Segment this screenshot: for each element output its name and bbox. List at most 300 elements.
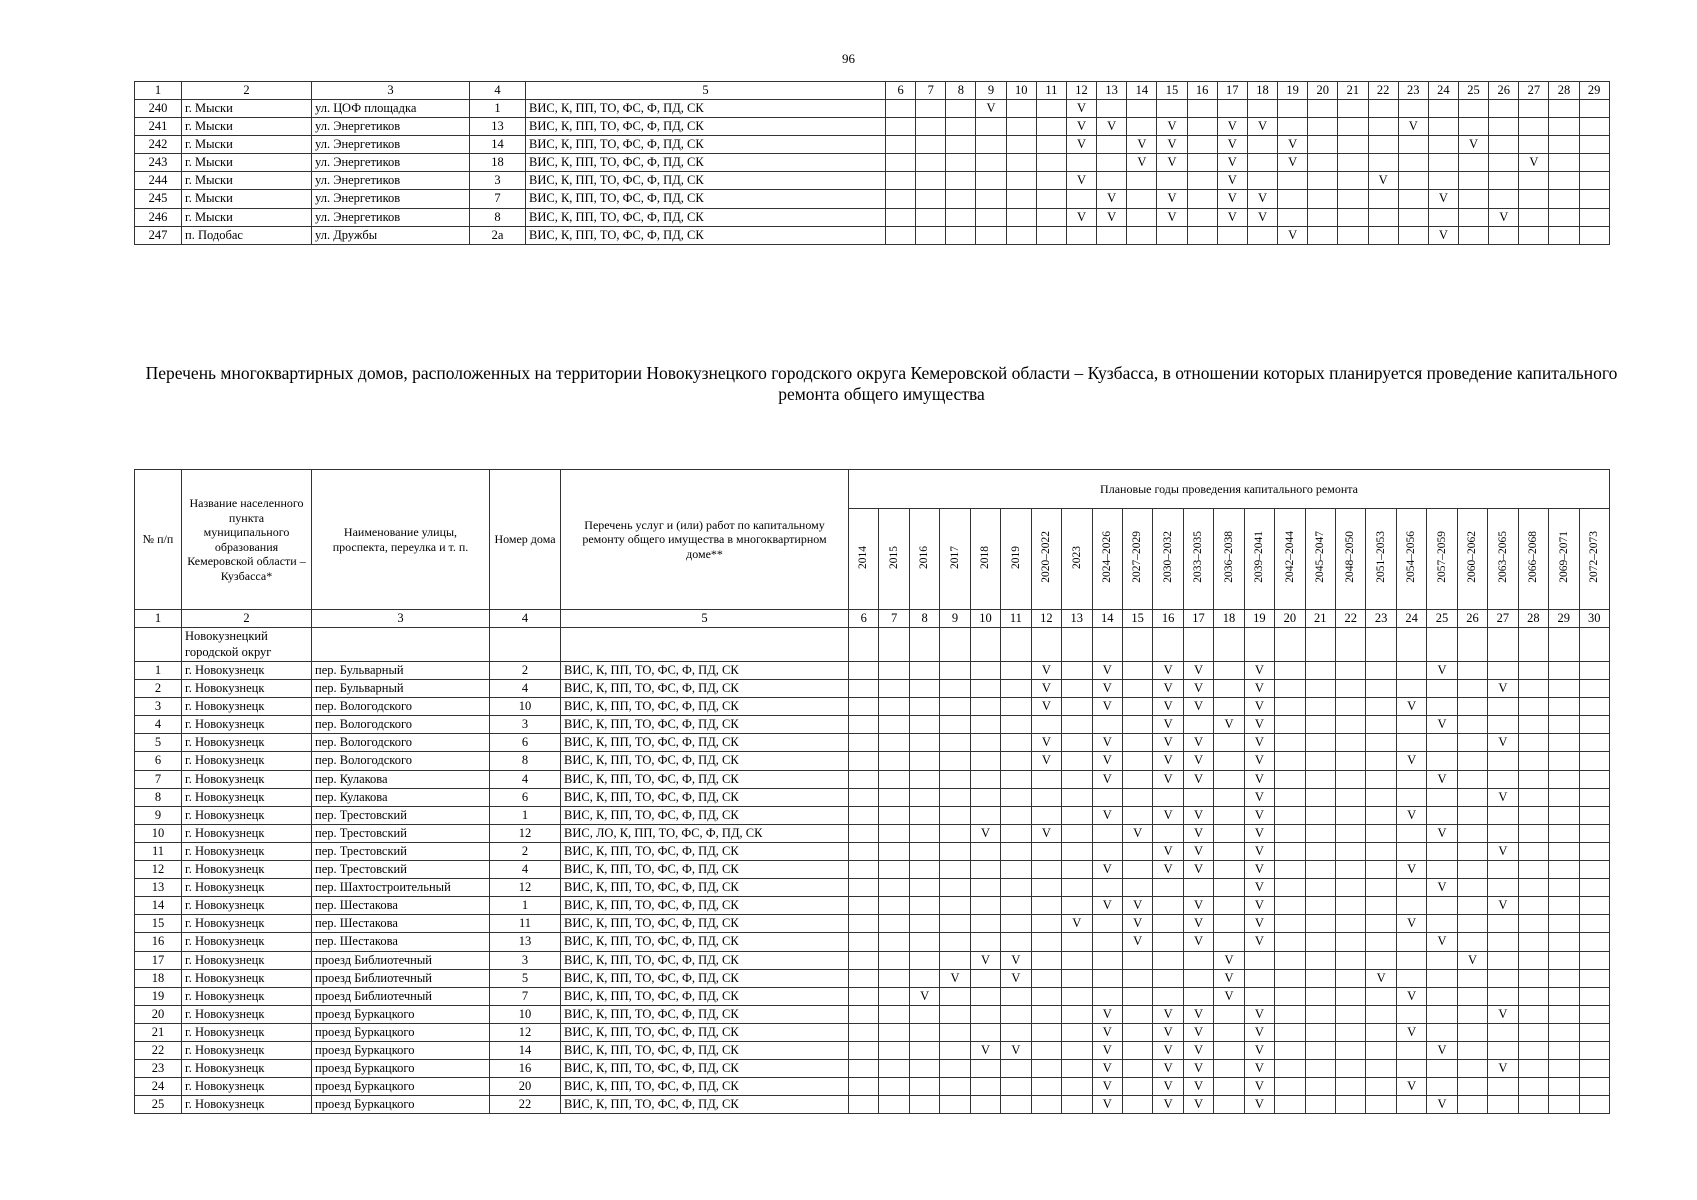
year-mark-cell xyxy=(1488,951,1518,969)
works-cell: ВИС, К, ПП, ТО, ФС, Ф, ПД, СК xyxy=(561,1023,849,1041)
year-header xyxy=(849,509,879,610)
year-mark-cell xyxy=(1001,879,1031,897)
year-mark-cell xyxy=(1275,879,1305,897)
year-mark-cell xyxy=(1338,100,1368,118)
year-header xyxy=(1122,509,1152,610)
year-mark-cell xyxy=(970,861,1000,879)
year-mark-cell xyxy=(879,897,909,915)
year-mark-cell xyxy=(849,770,879,788)
street-cell: пер. Трестовский xyxy=(312,824,490,842)
year-label: 2048–2050 xyxy=(1344,531,1357,584)
year-mark-cell xyxy=(976,118,1006,136)
table-row xyxy=(135,879,1610,897)
year-mark-cell xyxy=(1489,190,1519,208)
year-mark-cell xyxy=(1305,969,1335,987)
year-mark-cell xyxy=(1066,190,1096,208)
year-mark-cell xyxy=(1278,118,1308,136)
year-mark-cell: V xyxy=(1066,136,1096,154)
year-mark-cell xyxy=(879,734,909,752)
year-mark-cell xyxy=(1579,879,1610,897)
year-mark-cell xyxy=(1549,987,1579,1005)
year-label: 2036–2038 xyxy=(1222,531,1235,584)
year-mark-cell: V xyxy=(1244,915,1274,933)
year-mark-cell xyxy=(1214,879,1244,897)
year-mark-cell xyxy=(1457,842,1487,860)
column-index: 1 xyxy=(135,82,182,100)
year-mark-cell xyxy=(1305,861,1335,879)
row-number: 10 xyxy=(135,824,182,842)
year-mark-cell: V xyxy=(1244,824,1274,842)
year-mark-cell xyxy=(1214,824,1244,842)
year-mark-cell xyxy=(1398,208,1428,226)
year-mark-cell: V xyxy=(1427,662,1457,680)
year-mark-cell xyxy=(1457,915,1487,933)
year-mark-cell xyxy=(1396,662,1426,680)
year-mark-cell xyxy=(1428,100,1458,118)
year-mark-cell xyxy=(1305,1005,1335,1023)
year-mark-cell: V xyxy=(1427,716,1457,734)
year-mark-cell xyxy=(1458,118,1488,136)
year-mark-cell xyxy=(849,752,879,770)
year-mark-cell xyxy=(1368,100,1398,118)
year-mark-cell xyxy=(1427,752,1457,770)
year-mark-cell xyxy=(849,969,879,987)
year-mark-cell xyxy=(1519,118,1549,136)
year-mark-cell xyxy=(970,716,1000,734)
year-mark-cell xyxy=(1244,987,1274,1005)
column-index: 4 xyxy=(490,610,561,628)
year-mark-cell xyxy=(1336,752,1366,770)
year-mark-cell xyxy=(1338,118,1368,136)
year-mark-cell xyxy=(879,698,909,716)
empty-cell xyxy=(1336,628,1366,662)
year-mark-cell xyxy=(849,716,879,734)
year-mark-cell xyxy=(909,861,939,879)
column-index: 26 xyxy=(1489,82,1519,100)
year-mark-cell xyxy=(1398,136,1428,154)
row-number: 5 xyxy=(135,734,182,752)
year-mark-cell: V xyxy=(940,969,970,987)
year-mark-cell xyxy=(1183,951,1213,969)
table-row xyxy=(135,1060,1610,1078)
year-mark-cell xyxy=(946,100,976,118)
year-mark-cell xyxy=(1488,716,1518,734)
year-mark-cell xyxy=(1122,1078,1152,1096)
year-mark-cell xyxy=(1366,752,1396,770)
year-mark-cell xyxy=(909,842,939,860)
year-mark-cell xyxy=(1366,716,1396,734)
year-mark-cell xyxy=(1457,788,1487,806)
year-mark-cell xyxy=(1308,172,1338,190)
works-cell: ВИС, К, ПП, ТО, ФС, Ф, ПД, СК xyxy=(526,154,886,172)
year-mark-cell: V xyxy=(1458,136,1488,154)
year-mark-cell xyxy=(1097,136,1127,154)
year-header xyxy=(1062,509,1092,610)
year-mark-cell xyxy=(879,770,909,788)
year-mark-cell xyxy=(1518,824,1548,842)
year-mark-cell xyxy=(1187,154,1217,172)
year-mark-cell xyxy=(1336,842,1366,860)
year-mark-cell xyxy=(886,154,916,172)
year-header xyxy=(1366,509,1396,610)
house-cell: 4 xyxy=(490,770,561,788)
year-mark-cell xyxy=(1488,1041,1518,1059)
year-mark-cell xyxy=(849,698,879,716)
locality-cell: г. Новокузнецк xyxy=(182,1060,312,1078)
year-mark-cell xyxy=(1458,208,1488,226)
year-mark-cell xyxy=(1338,172,1368,190)
year-mark-cell xyxy=(1518,933,1548,951)
year-mark-cell xyxy=(1122,752,1152,770)
year-mark-cell: V xyxy=(1153,1023,1183,1041)
street-cell: пер. Бульварный xyxy=(312,680,490,698)
year-mark-cell xyxy=(849,915,879,933)
year-mark-cell: V xyxy=(1247,208,1277,226)
works-cell: ВИС, К, ПП, ТО, ФС, Ф, ПД, СК xyxy=(561,842,849,860)
year-mark-cell xyxy=(1001,698,1031,716)
year-mark-cell: V xyxy=(1157,118,1187,136)
house-cell: 5 xyxy=(490,969,561,987)
year-mark-cell: V xyxy=(1217,136,1247,154)
empty-cell xyxy=(1457,628,1487,662)
year-mark-cell: V xyxy=(1244,662,1274,680)
year-mark-cell xyxy=(1001,897,1031,915)
year-mark-cell xyxy=(1275,951,1305,969)
empty-cell xyxy=(1001,628,1031,662)
year-mark-cell xyxy=(1398,226,1428,244)
year-mark-cell xyxy=(1338,190,1368,208)
table-row xyxy=(135,1023,1610,1041)
year-mark-cell xyxy=(1275,933,1305,951)
year-mark-cell xyxy=(1579,698,1610,716)
year-mark-cell xyxy=(1396,1060,1426,1078)
year-mark-cell: V xyxy=(1244,861,1274,879)
locality-cell: г. Новокузнецк xyxy=(182,824,312,842)
year-mark-cell: V xyxy=(1183,1078,1213,1096)
column-index: 17 xyxy=(1217,82,1247,100)
year-mark-cell xyxy=(1457,716,1487,734)
year-mark-cell xyxy=(1308,118,1338,136)
year-mark-cell xyxy=(1031,861,1061,879)
year-header xyxy=(1396,509,1426,610)
year-mark-cell xyxy=(909,1078,939,1096)
year-mark-cell: V xyxy=(1278,226,1308,244)
year-mark-cell xyxy=(1366,1023,1396,1041)
year-mark-cell xyxy=(1579,154,1609,172)
year-mark-cell xyxy=(1001,1023,1031,1041)
year-mark-cell xyxy=(1308,154,1338,172)
year-mark-cell xyxy=(1519,136,1549,154)
table-row xyxy=(135,933,1610,951)
year-mark-cell xyxy=(940,987,970,1005)
year-mark-cell xyxy=(849,680,879,698)
column-index: 11 xyxy=(1036,82,1066,100)
year-header xyxy=(1488,509,1518,610)
year-mark-cell xyxy=(879,824,909,842)
year-mark-cell xyxy=(1489,154,1519,172)
year-mark-cell xyxy=(1036,172,1066,190)
year-mark-cell xyxy=(1549,824,1579,842)
year-mark-cell xyxy=(1001,806,1031,824)
year-mark-cell xyxy=(1549,933,1579,951)
column-index: 17 xyxy=(1183,610,1213,628)
locality-cell: г. Новокузнецк xyxy=(182,1005,312,1023)
year-mark-cell xyxy=(1122,806,1152,824)
year-mark-cell: V xyxy=(1244,1096,1274,1114)
year-mark-cell xyxy=(1001,788,1031,806)
header-num: № п/п xyxy=(135,470,182,610)
empty-cell xyxy=(879,628,909,662)
year-header xyxy=(1457,509,1487,610)
year-mark-cell: V xyxy=(1183,933,1213,951)
row-number: 247 xyxy=(135,226,182,244)
empty-cell xyxy=(1092,628,1122,662)
year-mark-cell xyxy=(1549,1078,1579,1096)
works-cell: ВИС, К, ПП, ТО, ФС, Ф, ПД, СК xyxy=(561,933,849,951)
year-mark-cell xyxy=(1247,100,1277,118)
row-number: 15 xyxy=(135,915,182,933)
year-mark-cell xyxy=(1308,136,1338,154)
year-mark-cell xyxy=(1187,208,1217,226)
year-mark-cell xyxy=(1366,842,1396,860)
year-mark-cell: V xyxy=(1183,824,1213,842)
year-mark-cell xyxy=(1031,1078,1061,1096)
year-mark-cell xyxy=(1579,770,1610,788)
year-mark-cell xyxy=(1489,226,1519,244)
year-mark-cell xyxy=(970,879,1000,897)
year-mark-cell xyxy=(879,1005,909,1023)
year-mark-cell xyxy=(1427,969,1457,987)
year-mark-cell xyxy=(1275,1096,1305,1114)
column-index: 20 xyxy=(1275,610,1305,628)
row-number: 3 xyxy=(135,698,182,716)
table-row xyxy=(135,118,1610,136)
year-mark-cell xyxy=(1396,842,1426,860)
locality-cell: г. Новокузнецк xyxy=(182,770,312,788)
year-mark-cell xyxy=(976,190,1006,208)
year-label: 2069–2071 xyxy=(1557,531,1570,584)
year-mark-cell xyxy=(909,770,939,788)
year-mark-cell xyxy=(1579,1005,1610,1023)
works-cell: ВИС, К, ПП, ТО, ФС, Ф, ПД, СК xyxy=(561,969,849,987)
year-mark-cell xyxy=(1006,100,1036,118)
year-mark-cell: V xyxy=(1368,172,1398,190)
year-mark-cell: V xyxy=(1398,118,1428,136)
main-table-header xyxy=(135,470,1610,610)
year-mark-cell xyxy=(886,100,916,118)
year-mark-cell xyxy=(940,824,970,842)
house-cell: 2 xyxy=(490,842,561,860)
year-mark-cell xyxy=(1214,788,1244,806)
year-mark-cell xyxy=(1457,1005,1487,1023)
year-mark-cell: V xyxy=(1092,752,1122,770)
year-mark-cell xyxy=(849,861,879,879)
column-index: 18 xyxy=(1247,82,1277,100)
empty-cell xyxy=(1549,628,1579,662)
works-cell: ВИС, К, ПП, ТО, ФС, Ф, ПД, СК xyxy=(561,987,849,1005)
house-cell: 1 xyxy=(490,897,561,915)
year-mark-cell xyxy=(1062,1096,1092,1114)
house-cell: 13 xyxy=(490,933,561,951)
year-mark-cell xyxy=(940,806,970,824)
year-mark-cell xyxy=(1549,969,1579,987)
works-cell: ВИС, К, ПП, ТО, ФС, Ф, ПД, СК xyxy=(561,1096,849,1114)
year-mark-cell xyxy=(1214,842,1244,860)
table-row xyxy=(135,734,1610,752)
locality-cell: г. Новокузнецк xyxy=(182,1041,312,1059)
year-mark-cell xyxy=(1396,716,1426,734)
year-mark-cell xyxy=(1457,824,1487,842)
year-mark-cell xyxy=(879,1041,909,1059)
year-mark-cell: V xyxy=(1247,190,1277,208)
column-index: 26 xyxy=(1457,610,1487,628)
year-mark-cell xyxy=(1031,933,1061,951)
year-mark-cell xyxy=(879,951,909,969)
year-mark-cell xyxy=(1097,226,1127,244)
street-cell: пер. Вологодского xyxy=(312,734,490,752)
year-mark-cell xyxy=(849,933,879,951)
year-mark-cell xyxy=(1275,969,1305,987)
year-mark-cell xyxy=(1275,806,1305,824)
year-mark-cell: V xyxy=(1217,190,1247,208)
year-mark-cell xyxy=(1368,226,1398,244)
year-mark-cell xyxy=(1579,734,1610,752)
year-mark-cell xyxy=(1122,734,1152,752)
year-header xyxy=(1275,509,1305,610)
column-index: 18 xyxy=(1214,610,1244,628)
year-mark-cell xyxy=(1275,987,1305,1005)
year-mark-cell xyxy=(1396,897,1426,915)
year-mark-cell xyxy=(1427,897,1457,915)
year-mark-cell xyxy=(1062,987,1092,1005)
year-mark-cell xyxy=(849,897,879,915)
year-mark-cell: V xyxy=(970,1041,1000,1059)
year-mark-cell xyxy=(970,897,1000,915)
year-mark-cell xyxy=(1122,987,1152,1005)
year-mark-cell: V xyxy=(1244,734,1274,752)
year-mark-cell xyxy=(1549,788,1579,806)
year-mark-cell xyxy=(1214,662,1244,680)
year-mark-cell xyxy=(1549,879,1579,897)
year-mark-cell xyxy=(1458,172,1488,190)
year-mark-cell xyxy=(1549,136,1579,154)
year-mark-cell xyxy=(1336,987,1366,1005)
year-mark-cell xyxy=(1062,824,1092,842)
year-mark-cell xyxy=(940,933,970,951)
column-index: 14 xyxy=(1092,610,1122,628)
column-index: 20 xyxy=(1308,82,1338,100)
year-mark-cell xyxy=(1396,879,1426,897)
works-cell: ВИС, К, ПП, ТО, ФС, Ф, ПД, СК xyxy=(561,951,849,969)
year-mark-cell xyxy=(1305,842,1335,860)
year-mark-cell xyxy=(1308,190,1338,208)
year-mark-cell: V xyxy=(970,824,1000,842)
column-index: 13 xyxy=(1097,82,1127,100)
table-row xyxy=(135,1096,1610,1114)
year-mark-cell xyxy=(909,1023,939,1041)
year-mark-cell xyxy=(1366,1078,1396,1096)
year-mark-cell xyxy=(1062,951,1092,969)
column-index: 9 xyxy=(976,82,1006,100)
street-cell: пер. Кулакова xyxy=(312,788,490,806)
year-mark-cell xyxy=(909,698,939,716)
year-mark-cell: V xyxy=(1183,734,1213,752)
street-cell: проезд Буркацкого xyxy=(312,1023,490,1041)
year-mark-cell xyxy=(1549,118,1579,136)
year-mark-cell xyxy=(1579,842,1610,860)
year-mark-cell xyxy=(1488,770,1518,788)
year-mark-cell xyxy=(1368,154,1398,172)
year-mark-cell xyxy=(1092,716,1122,734)
year-mark-cell: V xyxy=(1396,861,1426,879)
column-index: 2 xyxy=(182,82,312,100)
year-mark-cell xyxy=(970,969,1000,987)
year-mark-cell xyxy=(1092,824,1122,842)
year-mark-cell xyxy=(1457,897,1487,915)
year-mark-cell xyxy=(1579,933,1610,951)
year-mark-cell xyxy=(1336,915,1366,933)
year-label: 2017 xyxy=(948,545,961,569)
year-mark-cell xyxy=(1275,662,1305,680)
district-row xyxy=(135,628,1610,662)
year-mark-cell xyxy=(1579,1060,1610,1078)
row-number: 11 xyxy=(135,842,182,860)
year-mark-cell xyxy=(1579,100,1609,118)
year-mark-cell xyxy=(886,118,916,136)
year-mark-cell xyxy=(1031,806,1061,824)
column-index: 12 xyxy=(1031,610,1061,628)
year-mark-cell xyxy=(1579,1078,1610,1096)
year-mark-cell xyxy=(1031,915,1061,933)
locality-cell: г. Новокузнецк xyxy=(182,969,312,987)
year-mark-cell xyxy=(1368,136,1398,154)
row-number: 24 xyxy=(135,1078,182,1096)
year-mark-cell xyxy=(1396,770,1426,788)
year-mark-cell xyxy=(1275,734,1305,752)
locality-cell: г. Мыски xyxy=(182,190,312,208)
locality-cell: п. Подобас xyxy=(182,226,312,244)
year-mark-cell xyxy=(879,842,909,860)
year-mark-cell xyxy=(1518,1005,1548,1023)
locality-cell: г. Новокузнецк xyxy=(182,806,312,824)
year-mark-cell: V xyxy=(1244,680,1274,698)
year-mark-cell xyxy=(1336,680,1366,698)
header-street: Наименование улицы, проспекта, переулка и т. п. xyxy=(312,470,490,610)
year-mark-cell xyxy=(1031,969,1061,987)
year-mark-cell xyxy=(1305,752,1335,770)
column-index: 28 xyxy=(1549,82,1579,100)
year-mark-cell xyxy=(1457,933,1487,951)
year-mark-cell xyxy=(879,969,909,987)
locality-cell: г. Мыски xyxy=(182,172,312,190)
year-label: 2019 xyxy=(1009,545,1022,569)
year-mark-cell xyxy=(1127,226,1157,244)
year-mark-cell xyxy=(1366,770,1396,788)
year-mark-cell xyxy=(1122,842,1152,860)
year-mark-cell xyxy=(1396,1096,1426,1114)
year-mark-cell: V xyxy=(1183,897,1213,915)
year-mark-cell xyxy=(1457,1096,1487,1114)
year-mark-cell xyxy=(1579,897,1610,915)
empty-cell xyxy=(1488,628,1518,662)
works-cell: ВИС, К, ПП, ТО, ФС, Ф, ПД, СК xyxy=(561,1078,849,1096)
year-mark-cell xyxy=(1031,1023,1061,1041)
works-cell: ВИС, К, ПП, ТО, ФС, Ф, ПД, СК xyxy=(561,897,849,915)
table-row xyxy=(135,226,1610,244)
year-mark-cell xyxy=(1305,1041,1335,1059)
year-mark-cell xyxy=(1488,752,1518,770)
year-mark-cell xyxy=(879,879,909,897)
